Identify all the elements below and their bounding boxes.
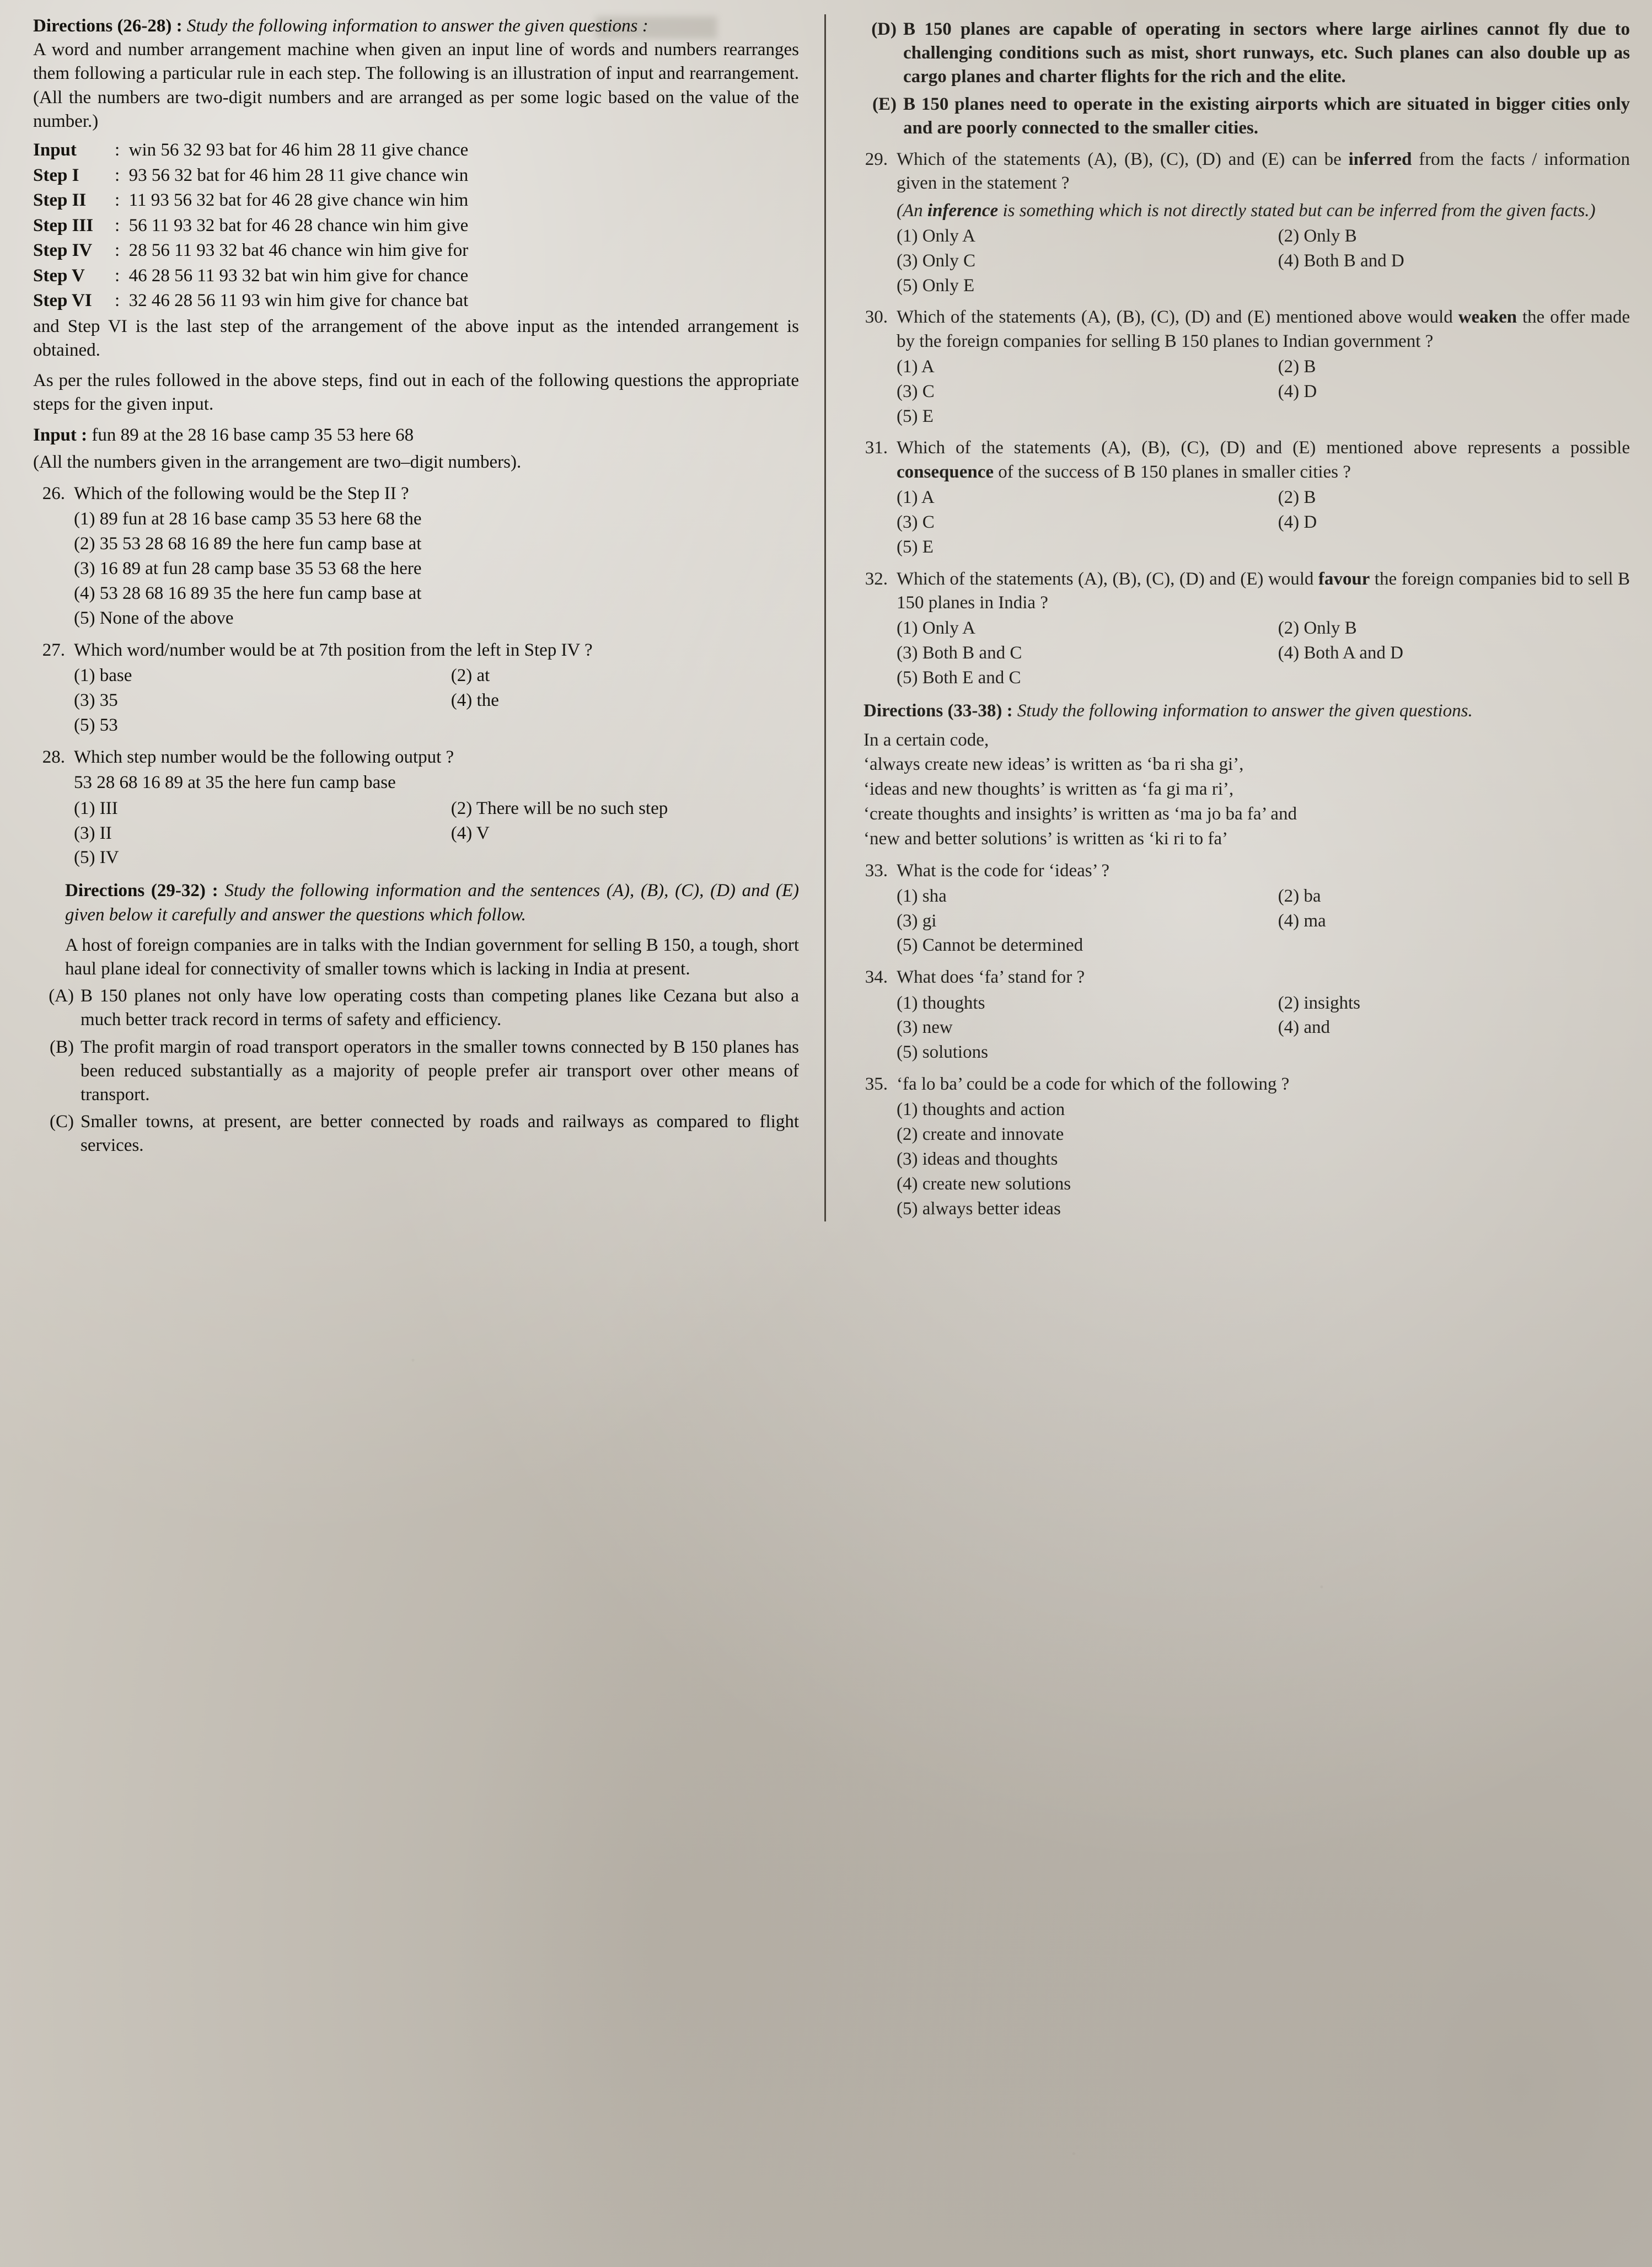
- statement-e-text: B 150 planes need to operate in the existing airports which are situated in bigger cities only and are poorly connected to the smaller cities.: [903, 94, 1630, 138]
- step-sep: :: [115, 240, 120, 261]
- two-column-layout: [0, 14, 1652, 1221]
- question-31-text: [897, 436, 1630, 484]
- step-text: 56 11 93 32 bat for 46 28 chance win him give: [128, 215, 469, 235]
- statement-a: [33, 984, 799, 1032]
- question-34-text: What does ‘fa’ stand for ?: [897, 967, 1085, 988]
- statement-b-text: The profit margin of road transport operators in the smaller towns connected by B 150 planes has been reduced substantially as a majority of people prefer air transport over other means of transport.: [81, 1037, 799, 1105]
- option[interactable]: (2) There will be no such step: [450, 798, 668, 818]
- question-35-options: [856, 1097, 1630, 1221]
- option-row: [897, 616, 1630, 641]
- question-34-options: [856, 991, 1630, 1065]
- step-label: Step I: [33, 165, 79, 185]
- step-label: Input: [33, 140, 77, 160]
- option-row: [897, 909, 1630, 934]
- directions-26-28-heading: [33, 14, 799, 38]
- question-30-text: [897, 306, 1630, 353]
- step-line: [33, 213, 799, 239]
- option[interactable]: (5) Only E: [897, 275, 975, 296]
- statement-c: [33, 1110, 799, 1157]
- step-sep: :: [115, 140, 120, 160]
- step-label: Step IV: [33, 240, 93, 261]
- step-label: Step II: [33, 190, 87, 211]
- machine-steps: [33, 138, 799, 314]
- question-31: [856, 436, 1630, 484]
- question-26-options: [33, 507, 799, 630]
- question-35-text: ‘fa lo ba’ could be a code for which of the following ?: [897, 1074, 1290, 1095]
- question-32-keyword: favour: [1318, 569, 1370, 589]
- option-row: [897, 249, 1630, 274]
- question-35: [856, 1073, 1630, 1096]
- option[interactable]: (4) D: [1278, 381, 1317, 401]
- question-32-text: [897, 567, 1630, 615]
- option-row: [897, 641, 1630, 666]
- option[interactable]: (3) ideas and thoughts: [897, 1149, 1058, 1170]
- option[interactable]: (4) D: [1278, 512, 1317, 532]
- code-statement: ‘ideas and new thoughts’ is written as ‘fa gi ma ri’,: [863, 779, 1234, 799]
- question-27-options: [33, 663, 799, 738]
- option[interactable]: (2) B: [1278, 356, 1316, 377]
- option[interactable]: (2) Only B: [1278, 226, 1357, 246]
- step-text: 32 46 28 56 11 93 win him give for chance bat: [128, 291, 469, 311]
- question-34: [856, 966, 1630, 989]
- step-sep: :: [115, 265, 120, 286]
- option[interactable]: (1) Only A: [897, 618, 975, 638]
- question-32-number: 32.: [865, 569, 888, 589]
- option[interactable]: (3) new: [897, 1017, 953, 1038]
- question-33-options: [856, 884, 1630, 958]
- option-row: [897, 1015, 1630, 1040]
- step-line: [33, 288, 799, 314]
- option[interactable]: (3) II: [74, 823, 112, 843]
- question-33-text: What is the code for ‘ideas’ ?: [897, 860, 1110, 881]
- question-28-text: Which step number would be the following output ?: [74, 747, 454, 767]
- step-sep: :: [115, 190, 120, 211]
- option[interactable]: (2) create and innovate: [897, 1124, 1064, 1145]
- step-text: 46 28 56 11 93 32 bat win him give for chance: [128, 265, 469, 286]
- option[interactable]: (1) thoughts: [897, 993, 985, 1013]
- statement-c-tag: (C): [50, 1112, 74, 1132]
- question-30-number: 30.: [865, 307, 888, 328]
- directions-29-32-heading: [65, 879, 799, 926]
- directions-26-28-instruction: Study the following information to answer the given questions :: [182, 16, 648, 36]
- option[interactable]: (5) 53: [74, 715, 118, 735]
- question-27: [33, 639, 799, 662]
- option-row: [897, 224, 1630, 249]
- option[interactable]: (5) IV: [74, 848, 119, 868]
- question-26: [33, 482, 799, 506]
- question-input-line: [33, 424, 799, 447]
- option[interactable]: (3) C: [897, 381, 935, 401]
- question-29-pre: Which of the statements (A), (B), (C), (D) and (E) can be: [897, 149, 1349, 170]
- step-text: win 56 32 93 bat for 46 him 28 11 give chance: [128, 140, 469, 160]
- option[interactable]: (1) 89 fun at 28 16 base camp 35 53 here 68 the: [74, 509, 422, 529]
- question-32-options: [856, 616, 1630, 690]
- option[interactable]: (2) insights: [1278, 993, 1361, 1013]
- option-row: [897, 355, 1630, 379]
- option[interactable]: (4) V: [450, 823, 490, 843]
- question-29-number: 29.: [865, 149, 888, 170]
- question-29-options: [856, 224, 1630, 298]
- question-29: [856, 148, 1630, 195]
- option[interactable]: (5) None of the above: [74, 608, 234, 628]
- option[interactable]: (3) 16 89 at fun 28 camp base 35 53 68 the here: [74, 559, 422, 579]
- option[interactable]: (4) Both A and D: [1278, 642, 1403, 663]
- step-label: Step VI: [33, 291, 92, 311]
- question-29-post: from the facts / information given in the statement ?: [897, 149, 1630, 194]
- directions-33-38-heading: [863, 699, 1630, 723]
- rule-instruction: As per the rules followed in the above steps, find out in each of the following questions the appropriate steps for the given input.: [33, 371, 799, 415]
- question-31-pre: Which of the statements (A), (B), (C), (D) and (E) mentioned above represents a possible: [897, 438, 1630, 458]
- option[interactable]: (1) A: [897, 356, 935, 377]
- option[interactable]: (1) A: [897, 487, 935, 507]
- left-column: [0, 14, 826, 1221]
- code-statement: ‘create thoughts and insights’ is written as ‘ma jo ba fa’ and: [863, 803, 1297, 824]
- option-row: [897, 379, 1630, 404]
- step-sep: :: [115, 291, 120, 311]
- statement-c-text: Smaller towns, at present, are better connected by roads and railways as compared to flight services.: [81, 1112, 799, 1156]
- code-statement: ‘new and better solutions’ is written as ‘ki ri to fa’: [863, 828, 1229, 849]
- note-pre: (An: [897, 200, 927, 221]
- question-28: [33, 746, 799, 769]
- option[interactable]: (1) Only A: [897, 226, 975, 246]
- question-32-post: the foreign companies bid to sell B 150 planes in India ?: [897, 569, 1630, 613]
- question-28-options: [33, 796, 799, 871]
- question-31-options: [856, 485, 1630, 560]
- step-text: 11 93 56 32 bat for 46 28 give chance win him: [128, 190, 469, 211]
- option[interactable]: (2) ba: [1278, 886, 1321, 906]
- directions-33-38-instruction: Study the following information to answer the given questions.: [1012, 700, 1473, 721]
- question-32: [856, 567, 1630, 615]
- option[interactable]: (5) Cannot be determined: [897, 935, 1084, 956]
- option[interactable]: (1) III: [74, 798, 118, 818]
- option[interactable]: (4) ma: [1278, 910, 1326, 931]
- question-33: [856, 859, 1630, 883]
- directions-29-32-label: Directions (29-32) :: [65, 881, 218, 901]
- option[interactable]: (5) solutions: [897, 1042, 988, 1063]
- step-sep: :: [115, 165, 120, 185]
- code-lead: In a certain code,: [863, 730, 989, 750]
- note-keyword: inference: [927, 200, 999, 221]
- step-line: [33, 238, 799, 264]
- question-30-options: [856, 355, 1630, 429]
- input-text: fun 89 at the 28 16 base camp 35 53 here 68: [87, 425, 414, 445]
- directions-29-32-instruction: Study the following information and the sentences (A), (B), (C), (D) and (E) given below it carefully and answer the questions which follow.: [65, 881, 799, 925]
- directions-29-32-passage: A host of foreign companies are in talks with the Indian government for selling B 150, a tough, short haul plane ideal for connectivity of smaller towns which is lacking in India at present.: [65, 935, 799, 979]
- statement-e-tag: (E): [872, 94, 897, 114]
- option[interactable]: (2) at: [450, 665, 490, 685]
- question-29-keyword: inferred: [1348, 149, 1412, 170]
- question-28-output-line: 53 28 68 16 89 at 35 the here fun camp base: [74, 772, 396, 792]
- question-35-number: 35.: [865, 1074, 888, 1095]
- option-row: [74, 688, 799, 713]
- option[interactable]: (4) create new solutions: [897, 1174, 1071, 1194]
- step-line: [33, 264, 799, 289]
- option[interactable]: (3) gi: [897, 910, 937, 931]
- question-31-keyword: consequence: [897, 462, 994, 482]
- option-row: [897, 884, 1630, 909]
- statement-b: [33, 1036, 799, 1107]
- note-post: is something which is not directly stated but can be inferred from the given facts.): [998, 200, 1596, 221]
- option-row: [74, 796, 799, 821]
- option[interactable]: (4) the: [450, 690, 499, 710]
- input-note: (All the numbers given in the arrangement are two–digit numbers).: [33, 452, 522, 472]
- option[interactable]: (4) 53 28 68 16 89 35 the here fun camp base at: [74, 583, 422, 603]
- step-label: Step III: [33, 215, 94, 235]
- option-row: [74, 663, 799, 688]
- question-29-note: [856, 199, 1630, 223]
- option[interactable]: (3) C: [897, 512, 935, 532]
- option-row: [74, 821, 799, 846]
- statement-e: [856, 93, 1630, 140]
- steps-conclusion: and Step VI is the last step of the arrangement of the above input as the intended arrangement is obtained.: [33, 316, 799, 361]
- step-line: [33, 163, 799, 189]
- question-34-number: 34.: [865, 967, 888, 988]
- question-29-text: [897, 148, 1630, 195]
- question-30-post: the offer made by the foreign companies for selling B 150 planes to Indian government ?: [897, 307, 1630, 351]
- statement-d-text: B 150 planes are capable of operating in sectors where large airlines cannot fly due to challenging conditions such as mist, short runways, etc. Such planes can also double up as cargo planes and charter flights for the rich and the elite.: [903, 19, 1630, 87]
- step-text: 93 56 32 bat for 46 him 28 11 give chance win: [128, 165, 469, 185]
- step-line: [33, 138, 799, 163]
- directions-26-28-label: Directions (26-28) :: [33, 16, 183, 36]
- question-26-number: 26.: [42, 484, 65, 504]
- question-31-post: of the success of B 150 planes in smaller cities ?: [994, 462, 1351, 482]
- statement-a-text: B 150 planes not only have low operating costs than competing planes like Cezana but also a much better track record in terms of safety and efficiency.: [81, 986, 799, 1030]
- input-label: Input :: [33, 425, 88, 445]
- question-31-number: 31.: [865, 438, 888, 458]
- question-26-text: Which of the following would be the Step II ?: [74, 484, 409, 504]
- option[interactable]: (2) B: [1278, 487, 1316, 507]
- directions-33-38-label: Directions (33-38) :: [863, 700, 1013, 721]
- step-sep: :: [115, 215, 120, 235]
- option[interactable]: (1) base: [74, 665, 132, 685]
- directions-26-28: [33, 14, 799, 133]
- question-30: [856, 306, 1630, 353]
- option-row: [897, 991, 1630, 1016]
- option[interactable]: (5) always better ideas: [897, 1198, 1061, 1219]
- directions-26-28-intro: A word and number arrangement machine when given an input line of words and numbers rearranges them following a particular rule in each step. The following is an illustration of input and rearrangement. (All the numbers are two-digit numbers and are arranged as per some logic based on the value of the number.): [33, 40, 799, 131]
- question-30-pre: Which of the statements (A), (B), (C), (D) and (E) mentioned above would: [897, 307, 1458, 328]
- statement-d-tag: (D): [871, 19, 897, 39]
- question-28-number: 28.: [42, 747, 65, 767]
- option[interactable]: (3) Both B and C: [897, 642, 1022, 663]
- question-27-text: Which word/number would be at 7th position from the left in Step IV ?: [74, 640, 593, 660]
- option-row: [897, 485, 1630, 510]
- code-statement: ‘always create new ideas’ is written as ‘ba ri sha gi’,: [863, 754, 1244, 774]
- question-28-output: [33, 770, 799, 795]
- statement-b-tag: (B): [50, 1037, 74, 1057]
- statement-d: [856, 18, 1630, 89]
- option[interactable]: (2) 35 53 28 68 16 89 the here fun camp base at: [74, 534, 422, 554]
- option[interactable]: (5) E: [897, 406, 934, 426]
- statement-a-tag: (A): [49, 986, 74, 1006]
- step-line: [33, 188, 799, 213]
- option[interactable]: (3) Only C: [897, 250, 975, 271]
- option[interactable]: (3) 35: [74, 690, 118, 710]
- option[interactable]: (1) sha: [897, 886, 947, 906]
- option[interactable]: (5) E: [897, 537, 934, 557]
- option[interactable]: (4) Both B and D: [1278, 250, 1404, 271]
- question-27-number: 27.: [42, 640, 65, 660]
- question-32-pre: Which of the statements (A), (B), (C), (D) and (E) would: [897, 569, 1318, 589]
- directions-33-38: [856, 699, 1630, 851]
- option[interactable]: (2) Only B: [1278, 618, 1357, 638]
- option[interactable]: (4) and: [1278, 1017, 1330, 1038]
- question-33-number: 33.: [865, 860, 888, 881]
- question-30-keyword: weaken: [1458, 307, 1517, 328]
- directions-29-32: [33, 879, 799, 981]
- right-column: [826, 14, 1652, 1221]
- option[interactable]: (5) Both E and C: [897, 667, 1021, 688]
- option-row: [897, 510, 1630, 535]
- option[interactable]: (1) thoughts and action: [897, 1100, 1065, 1120]
- step-text: 28 56 11 93 32 bat 46 chance win him give for: [128, 240, 469, 261]
- step-label: Step V: [33, 265, 85, 286]
